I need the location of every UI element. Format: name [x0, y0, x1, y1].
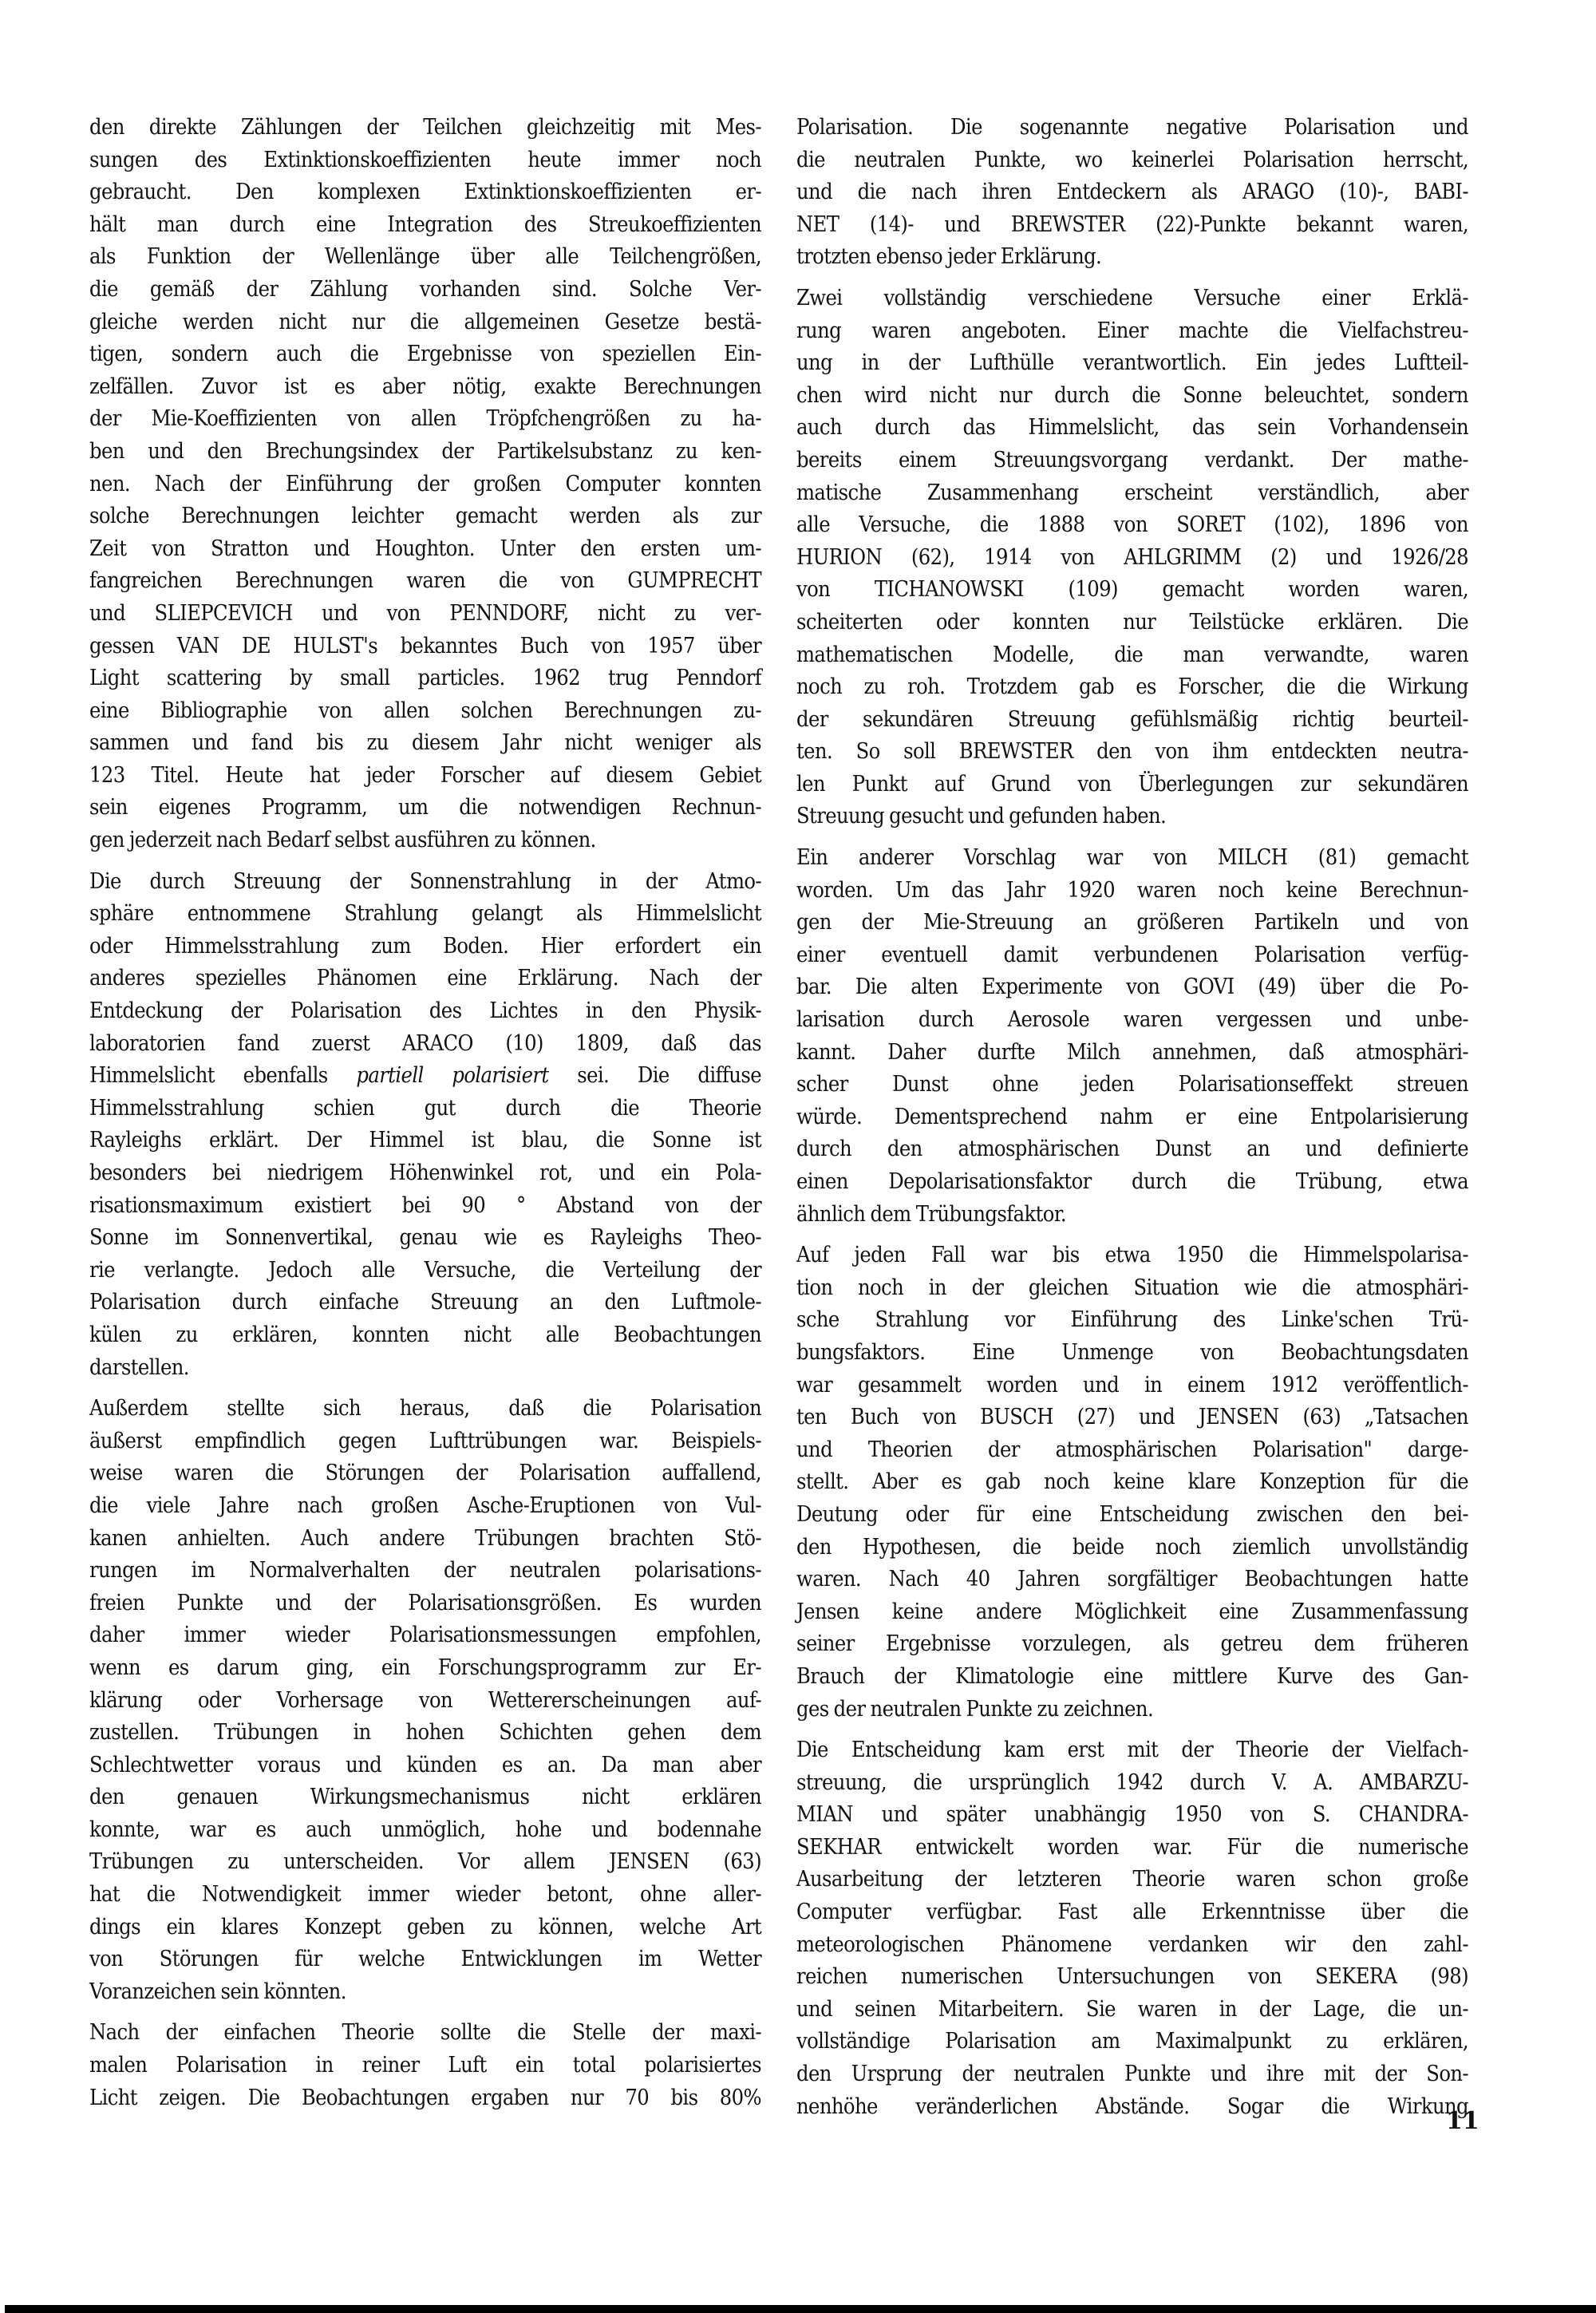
- text-line: fangreichen Berechnungen waren die von GUMPRECHT: [89, 568, 761, 594]
- text-line: von TICHANOWSKI (109) gemacht worden waren,: [796, 577, 1468, 603]
- text-line: Computer verfügbar. Fast alle Erkenntnisse über die: [796, 1900, 1468, 1925]
- paragraph: [796, 112, 1468, 274]
- text-line: matische Zusammenhang erscheint verständlich, aber: [796, 480, 1468, 505]
- text-line: eine Bibliographie von allen solchen Berechnungen zu-: [89, 698, 761, 723]
- text-line: Licht zeigen. Die Beobachtungen ergaben nur 70 bis 80%: [89, 2085, 761, 2110]
- text-line: als Funktion der Wellenlänge über alle Teilchengrößen,: [89, 244, 761, 270]
- text-line: ben und den Brechungsindex der Partikelsubstanz zu ken-: [89, 438, 761, 464]
- text-line: sche Strahlung vor Einführung des Linke'schen Trü-: [796, 1307, 1468, 1333]
- text-line: sammen und fand bis zu diesem Jahr nicht weniger als: [89, 730, 761, 756]
- paragraph: [796, 1240, 1468, 1726]
- text-line: külen zu erklären, konnten nicht alle Beobachtungen: [89, 1322, 761, 1347]
- text-line: rungen im Normalverhalten der neutralen polarisations-: [89, 1558, 761, 1584]
- text-line: auch durch das Himmelslicht, das sein Vorhandensein: [796, 415, 1468, 441]
- text-line: einen Depolarisationsfaktor durch die Trübung, etwa: [796, 1169, 1468, 1194]
- text-line: Schlechtwetter voraus und künden es an. Da man aber: [89, 1752, 761, 1777]
- text-line: wenn es darum ging, ein Forschungsprogramm zur Er-: [89, 1655, 761, 1680]
- text-line: besonders bei niedrigem Höhenwinkel rot, und ein Pola-: [89, 1160, 761, 1185]
- text-line: den Ursprung der neutralen Punkte und ihre mit der Son-: [796, 2062, 1468, 2087]
- text-line: der Mie-Koeffizienten von allen Tröpfchengrößen zu ha-: [89, 406, 761, 432]
- text-line: Ein anderer Vorschlag war von MILCH (81) gemacht: [796, 845, 1468, 871]
- text-line: Jensen keine andere Möglichkeit eine Zusammenfassung: [796, 1599, 1468, 1624]
- text-line: Zeit von Stratton und Houghton. Unter den ersten um-: [89, 536, 761, 561]
- text-line: von Störungen für welche Entwicklungen im Wetter: [89, 1947, 761, 1972]
- paragraph: [89, 866, 761, 1385]
- text-line: hat die Notwendigkeit immer wieder betont, ohne aller-: [89, 1882, 761, 1908]
- text-line: gen jederzeit nach Bedarf selbst ausführen zu können.: [89, 828, 596, 853]
- text-line: alle Versuche, die 1888 von SORET (102), 1896 von: [796, 512, 1468, 538]
- text-line: waren. Nach 40 Jahren sorgfältiger Beobachtungen hatte: [796, 1567, 1468, 1592]
- text-line: den direkte Zählungen der Teilchen gleichzeitig mit Mes-: [89, 115, 761, 140]
- text-line: rie verlangte. Jedoch alle Versuche, die Verteilung der: [89, 1257, 761, 1283]
- paragraph: [796, 842, 1468, 1231]
- text-line: den Hypothesen, die beide noch ziemlich unvollständig: [796, 1534, 1468, 1560]
- text-line: ten. So soll BREWSTER den von ihm entdeckten neutra-: [796, 739, 1468, 765]
- text-line: und Theorien der atmosphärischen Polarisation" darge-: [796, 1437, 1468, 1462]
- text-line: Die Entscheidung kam erst mit der Theorie der Vielfach-: [796, 1738, 1468, 1763]
- text-line: einer eventuell damit verbundenen Polarisation verfüg-: [796, 942, 1468, 967]
- text-line: gessen VAN DE HULST's bekanntes Buch von 1957 über: [89, 633, 761, 658]
- text-line: klärung oder Vorhersage von Wettererscheinungen auf-: [89, 1687, 761, 1713]
- text-line: meteorologischen Phänomene verdanken wir den zahl-: [796, 1931, 1468, 1957]
- text-line: risationsmaximum existiert bei 90 ° Abstand von der: [89, 1192, 761, 1218]
- text-line: nen. Nach der Einführung der großen Computer konnten: [89, 471, 761, 496]
- text-line: sein eigenes Programm, um die notwendigen Rechnun-: [89, 795, 761, 820]
- text-line: war gesammelt worden und in einem 1912 veröffentlich-: [796, 1372, 1468, 1398]
- text-line: Trübungen zu unterscheiden. Vor allem JENSEN (63): [89, 1849, 761, 1875]
- text-line: seiner Ergebnisse vorzulegen, als getreu dem früheren: [796, 1631, 1468, 1657]
- text-line: sphäre entnommene Strahlung gelangt als Himmelslicht: [89, 901, 761, 927]
- text-line: noch zu roh. Trotzdem gab es Forscher, die die Wirkung: [796, 674, 1468, 700]
- text-line: kannt. Daher durfte Milch annehmen, daß atmosphäri-: [796, 1039, 1468, 1065]
- text-line: larisation durch Aerosole waren vergessen und unbe-: [796, 1007, 1468, 1033]
- text-line: hält man durch eine Integration des Streukoeffizienten: [89, 212, 761, 237]
- text-line: Brauch der Klimatologie eine mittlere Kurve des Gan-: [796, 1663, 1468, 1689]
- text-line: ges der neutralen Punkte zu zeichnen.: [796, 1696, 1154, 1722]
- text-line: Polarisation durch einfache Streuung an den Luftmole-: [89, 1290, 761, 1315]
- text-line: Entdeckung der Polarisation des Lichtes in den Physik-: [89, 998, 761, 1024]
- text-line: und SLIEPCEVICH und von PENNDORF, nicht zu ver-: [89, 600, 761, 626]
- text-line: darstellen.: [89, 1354, 189, 1380]
- paragraph: [89, 1393, 761, 2008]
- left-column: [89, 112, 761, 2123]
- right-column: [796, 112, 1468, 2132]
- paragraph: [796, 1734, 1468, 2123]
- text-line: vollständige Polarisation am Maximalpunkt zu erklären,: [796, 2029, 1468, 2054]
- text-line: streuung, die ursprünglich 1942 durch V. A. AMBARZU-: [796, 1769, 1468, 1795]
- text-line: Rayleighs erklärt. Der Himmel ist blau, die Sonne ist: [89, 1128, 761, 1153]
- text-line: Deutung oder für eine Entscheidung zwischen den bei-: [796, 1501, 1468, 1527]
- italic-emphasis: partiell polarisiert: [356, 1063, 549, 1089]
- text-line: solche Berechnungen leichter gemacht werden als zur: [89, 504, 761, 529]
- text-line: MIAN und später unabhängig 1950 von S. CHANDRA-: [796, 1802, 1468, 1828]
- text-line: stellt. Aber es gab noch keine klare Konzeption für die: [796, 1469, 1468, 1495]
- text-line: 123 Titel. Heute hat jeder Forscher auf diesem Gebiet: [89, 762, 761, 788]
- text-line: bar. Die alten Experimente von GOVI (49) über die Po-: [796, 975, 1468, 1000]
- text-line: gen der Mie-Streuung an größeren Partikeln und von: [796, 910, 1468, 935]
- text-line: tigen, sondern auch die Ergebnisse von speziellen Ein-: [89, 342, 761, 367]
- text-line: die neutralen Punkte, wo keinerlei Polarisation herrscht,: [796, 147, 1468, 172]
- text-line: gleiche werden nicht nur die allgemeinen Gesetze bestä-: [89, 309, 761, 334]
- text-line: Außerdem stellte sich heraus, daß die Polarisation: [89, 1396, 761, 1421]
- text-line: bereits einem Streuungsvorgang verdankt. Der mathe-: [796, 447, 1468, 472]
- text-line: chen wird nicht nur durch die Sonne beleuchtet, sondern: [796, 382, 1468, 408]
- text-line: ung in der Lufthülle verantwortlich. Ein jedes Luftteil-: [796, 350, 1468, 376]
- text-line: laboratorien fand zuerst ARACO (10) 1809, daß das: [89, 1030, 761, 1056]
- text-line: konnte, war es auch unmöglich, hohe und bodennahe: [89, 1817, 761, 1842]
- text-line: reichen numerischen Untersuchungen von SEKERA (98): [796, 1964, 1468, 1990]
- text-line: HURION (62), 1914 von AHLGRIMM (2) und 1926/28: [796, 544, 1468, 570]
- text-line: Himmelsstrahlung schien gut durch die Theorie: [89, 1095, 761, 1121]
- text-line: nenhöhe veränderlichen Abstände. Sogar die Wirkung: [796, 2094, 1468, 2119]
- text-line: Voranzeichen sein könnten.: [89, 1979, 346, 2004]
- text-line: Nach der einfachen Theorie sollte die Stelle der maxi-: [89, 2020, 761, 2046]
- text-line: NET (14)- und BREWSTER (22)-Punkte bekannt waren,: [796, 212, 1468, 237]
- text-line: die gemäß der Zählung vorhanden sind. Solche Ver-: [89, 276, 761, 302]
- text-line: Himmelslicht ebenfalls partiell polarisiert sei. Die diffuse: [89, 1063, 761, 1089]
- text-line: würde. Dementsprechend nahm er eine Entpolarisierung: [796, 1104, 1468, 1129]
- text-line: worden. Um das Jahr 1920 waren noch keine Berechnun-: [796, 877, 1468, 903]
- text-line: malen Polarisation in reiner Luft ein total polarisiertes: [89, 2053, 761, 2078]
- text-line: kanen anhielten. Auch andere Trübungen brachten Stö-: [89, 1525, 761, 1551]
- text-line: Sonne im Sonnenvertikal, genau wie es Rayleighs Theo-: [89, 1225, 761, 1251]
- text-line: scheiterten oder konnten nur Teilstücke erklären. Die: [796, 609, 1468, 635]
- text-line: Light scattering by small particles. 1962 trug Penndorf: [89, 666, 761, 691]
- text-line: Auf jeden Fall war bis etwa 1950 die Himmelspolarisa-: [796, 1243, 1468, 1268]
- text-line: tion noch in der gleichen Situation wie die atmosphäri-: [796, 1275, 1468, 1300]
- text-line: dings ein klares Konzept geben zu können, welche Art: [89, 1914, 761, 1939]
- text-line: zustellen. Trübungen in hohen Schichten gehen dem: [89, 1720, 761, 1746]
- text-line: weise waren die Störungen der Polarisation auffallend,: [89, 1461, 761, 1486]
- paragraph: [796, 283, 1468, 833]
- text-line: sungen des Extinktionskoeffizienten heute immer noch: [89, 147, 761, 172]
- text-line: und seinen Mitarbeitern. Sie waren in der Lage, die un-: [796, 1996, 1468, 2022]
- text-line: Ausarbeitung der letzteren Theorie waren schon große: [796, 1867, 1468, 1892]
- text-line: durch den atmosphärischen Dunst an und definierte: [796, 1137, 1468, 1162]
- text-line: daher immer wieder Polarisationsmessungen empfohlen,: [89, 1623, 761, 1648]
- paragraph: [89, 2017, 761, 2114]
- text-line: oder Himmelsstrahlung zum Boden. Hier erfordert ein: [89, 933, 761, 959]
- text-line: len Punkt auf Grund von Überlegungen zur sekundären: [796, 771, 1468, 797]
- text-line: Zwei vollständig verschiedene Versuche einer Erklä-: [796, 285, 1468, 310]
- paragraph: [89, 112, 761, 857]
- text-line: die viele Jahre nach großen Asche-Eruptionen von Vul-: [89, 1493, 761, 1518]
- text-line: mathematischen Modelle, die man verwandte, waren: [796, 642, 1468, 667]
- text-line: der sekundären Streuung gefühlsmäßig richtig beurteil-: [796, 706, 1468, 732]
- text-line: den genauen Wirkungsmechanismus nicht erklären: [89, 1785, 761, 1810]
- text-line: ten Buch von BUSCH (27) und JENSEN (63) „Tatsachen: [796, 1405, 1468, 1430]
- text-line: trotzten ebenso jeder Erklärung.: [796, 244, 1102, 270]
- text-line: gebraucht. Den komplexen Extinktionskoeffizienten er-: [89, 180, 761, 205]
- text-line: SEKHAR entwickelt worden war. Für die numerische: [796, 1834, 1468, 1860]
- text-line: rung waren angeboten. Einer machte die Vielfachstreu-: [796, 318, 1468, 343]
- text-line: zelfällen. Zuvor ist es aber nötig, exakte Berechnungen: [89, 374, 761, 399]
- text-line: Die durch Streuung der Sonnenstrahlung in der Atmo-: [89, 868, 761, 894]
- text-line: äußerst empfindlich gegen Lufttrübungen war. Beispiels-: [89, 1428, 761, 1453]
- text-line: ähnlich dem Trübungsfaktor.: [796, 1201, 1066, 1227]
- text-line: Polarisation. Die sogenannte negative Polarisation und: [796, 115, 1468, 140]
- text-line: scher Dunst ohne jeden Polarisationseffekt streuen: [796, 1072, 1468, 1097]
- bottom-rule: [5, 2305, 1596, 2313]
- text-line: freien Punkte und der Polarisationsgrößen. Es wurden: [89, 1590, 761, 1615]
- text-line: bungsfaktors. Eine Unmenge von Beobachtungsdaten: [796, 1339, 1468, 1365]
- text-line: und die nach ihren Entdeckern als ARAGO (10)-, BABI-: [796, 180, 1468, 205]
- page-number: 11: [1446, 2107, 1479, 2135]
- text-line: Streuung gesucht und gefunden haben.: [796, 804, 1167, 829]
- text-line: anderes spezielles Phänomen eine Erklärung. Nach der: [89, 966, 761, 991]
